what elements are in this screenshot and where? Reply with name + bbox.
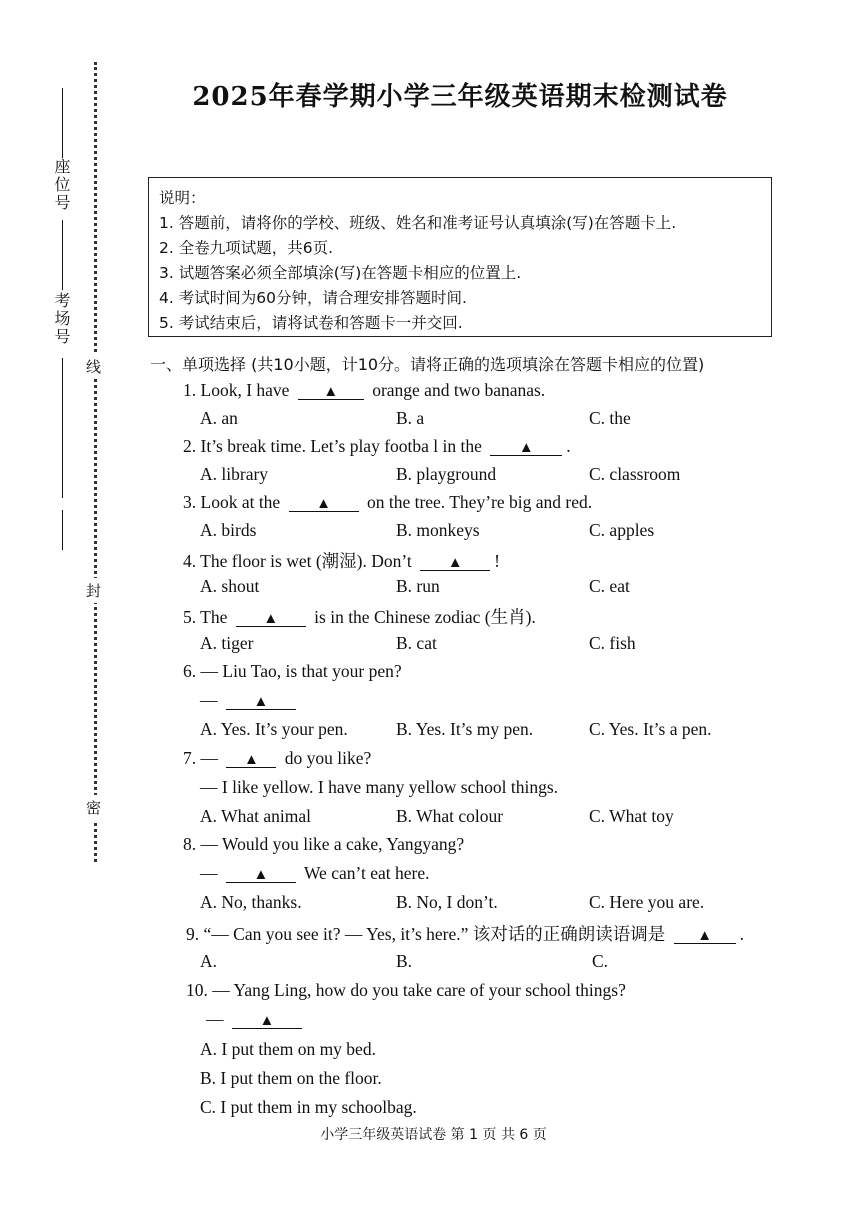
answer-blank: ▲ (298, 381, 364, 400)
seat-exam-line (62, 220, 63, 290)
instruction-item: 1. 答题前，请将你的学校、班级、姓名和准考证号认真填涂(写)在答题卡上. (159, 214, 677, 232)
option-a: A. What animal (200, 806, 311, 826)
option-a: A. an (200, 408, 238, 428)
question-6: 6. — Liu Tao, is that your pen? (183, 661, 402, 681)
seat-number-label: 座位号 (52, 158, 71, 212)
option-c: C. Here you are. (589, 892, 705, 912)
option-b: B. a (396, 408, 425, 428)
option-b: B. What colour (396, 806, 504, 826)
instruction-item: 3. 试题答案必须全部填涂(写)在答题卡相应的位置上. (159, 264, 522, 282)
question-8-answer-line: — ▲ We can’t eat here. (200, 863, 430, 883)
instruction-item: 4. 考试时间为60分钟，请合理安排答题时间. (159, 289, 467, 307)
option-b: B. run (396, 576, 440, 596)
question-10-answer-line: — ▲ (206, 1009, 306, 1030)
option-a: A. I put them on my bed. (200, 1039, 376, 1059)
lower-line (62, 510, 63, 550)
question-2: 2. It’s break time. Let’s play footba l in the ▲ . (183, 436, 571, 456)
option-a: A. birds (200, 520, 257, 540)
option-a: A. Yes. It’s your pen. (200, 719, 348, 739)
option-c: C. the (589, 408, 631, 428)
page-footer: 小学三年级英语试卷 第 1 页 共 6 页 (320, 1127, 547, 1143)
option-c: C. eat (589, 576, 630, 596)
answer-blank: ▲ (226, 864, 296, 883)
answer-blank: ▲ (226, 691, 296, 710)
seal-char-mi: 密 (86, 795, 101, 820)
binding-margin (30, 80, 110, 860)
question-5: 5. The ▲ is in the Chinese zodiac (生肖). (183, 607, 536, 627)
seal-dotted-line (94, 62, 97, 862)
option-c: C. classroom (589, 464, 681, 484)
option-b: B. I put them on the floor. (200, 1068, 382, 1088)
question-1: 1. Look, I have ▲ orange and two bananas. (183, 380, 546, 400)
question-7-reply: — I like yellow. I have many yellow school things. (200, 777, 559, 797)
option-c: C. I put them in my schoolbag. (200, 1097, 417, 1117)
option-c: C. apples (589, 520, 655, 540)
answer-blank: ▲ (226, 749, 276, 768)
instructions-heading: 说明： (159, 189, 206, 207)
question-7: 7. — ▲ do you like? (183, 748, 372, 768)
answer-blank: ▲ (236, 608, 306, 627)
question-8: 8. — Would you like a cake, Yangyang? (183, 834, 465, 854)
answer-blank: ▲ (232, 1010, 302, 1029)
option-c: C. Yes. It’s a pen. (589, 719, 712, 739)
option-b: B. (396, 951, 413, 971)
room-line (62, 358, 63, 498)
option-a: A. (200, 951, 218, 971)
answer-blank: ▲ (490, 437, 562, 456)
option-a: A. tiger (200, 633, 254, 653)
seal-char-feng: 封 (86, 578, 101, 603)
answer-blank: ▲ (289, 493, 359, 512)
seal-char-xian: 线 (86, 354, 101, 379)
page-title: 2025年春学期小学三年级英语期末检测试卷 (192, 82, 728, 112)
option-c: C. What toy (589, 806, 674, 826)
option-b: B. Yes. It’s my pen. (396, 719, 534, 739)
instruction-item: 2. 全卷九项试题，共6页. (159, 239, 334, 257)
option-a: A. library (200, 464, 269, 484)
exam-room-label: 考场号 (52, 292, 71, 346)
question-10: 10. — Yang Ling, how do you take care of your school things? (186, 980, 626, 1000)
option-b: B. No, I don’t. (396, 892, 498, 912)
section-heading: 一、单项选择 (共10小题，计10分。请将正确的选项填涂在答题卡相应的位置) (150, 355, 705, 374)
instruction-item: 5. 考试结束后，请将试卷和答题卡一并交回. (159, 314, 463, 332)
option-a: A. No, thanks. (200, 892, 302, 912)
option-c: C. (592, 951, 609, 971)
instructions-box (148, 177, 772, 337)
seat-line (62, 88, 63, 158)
answer-blank: ▲ (674, 925, 736, 944)
question-3: 3. Look at the ▲ on the tree. They’re big and red. (183, 492, 593, 512)
option-a: A. shout (200, 576, 260, 596)
question-6-answer-line: — ▲ (200, 690, 300, 711)
answer-blank: ▲ (420, 552, 490, 571)
question-9: 9. “— Can you see it? — Yes, it’s here.” 该对话的正确朗读语调是 ▲ . (186, 924, 745, 944)
option-b: B. playground (396, 464, 497, 484)
question-4: 4. The floor is wet (潮湿). Don’t ▲ ! (183, 551, 500, 571)
option-b: B. cat (396, 633, 437, 653)
option-b: B. monkeys (396, 520, 480, 540)
option-c: C. fish (589, 633, 636, 653)
